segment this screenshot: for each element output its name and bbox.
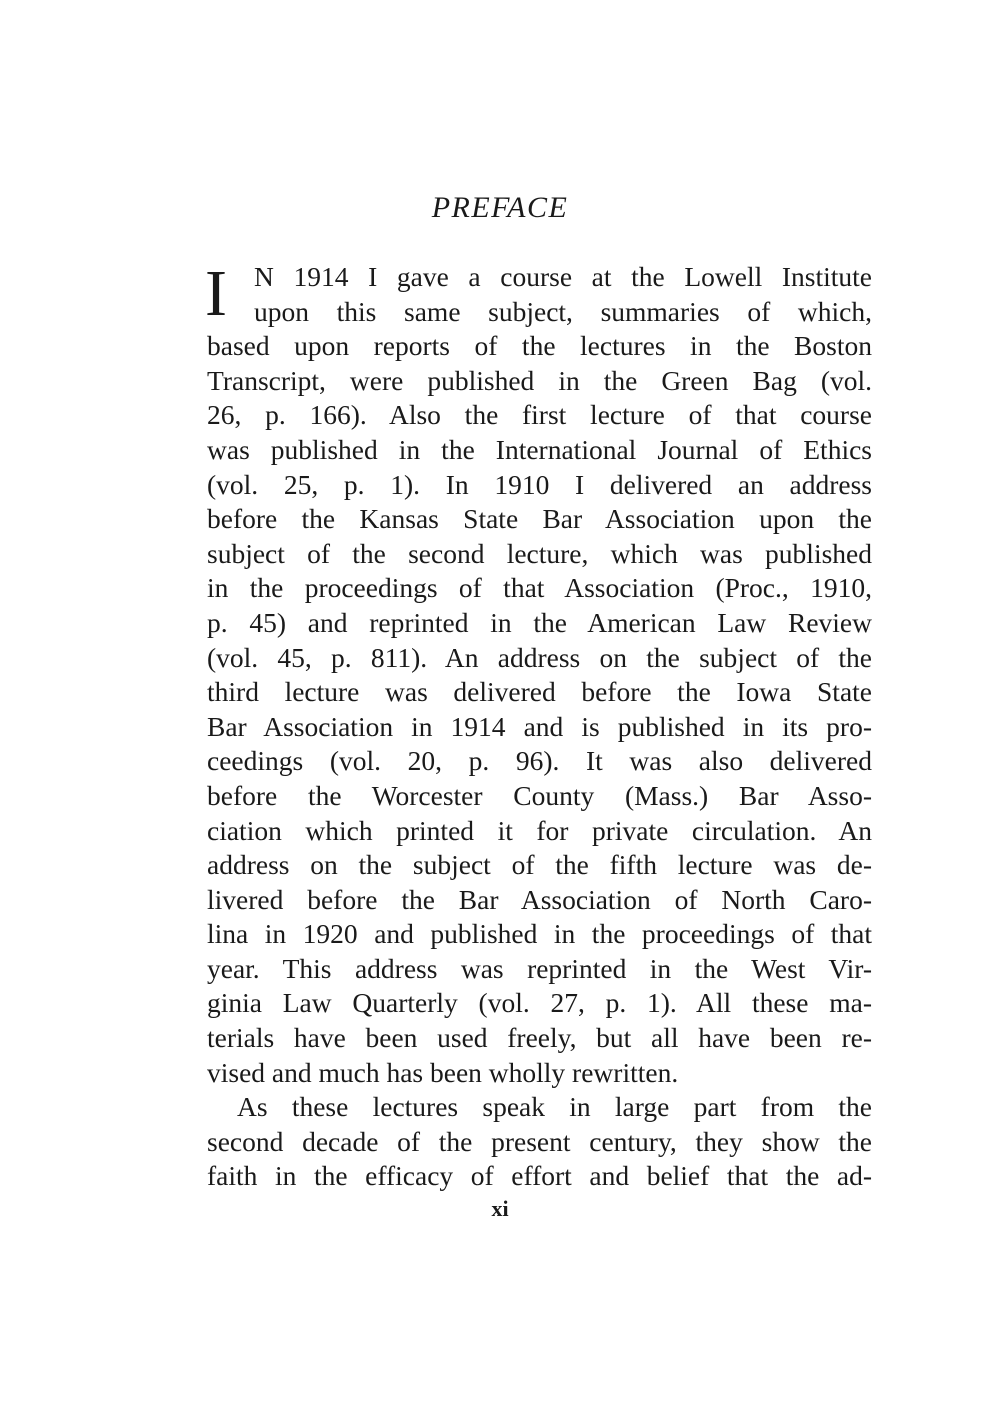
preface-body [205,257,872,1194]
text-line: lina in 1920 and published in the proceedings of that [207,918,872,950]
text-line: p. 45) and reprinted in the American Law Review [207,606,872,638]
text-line: N 1914 I gave a course at the Lowell Institute [254,261,872,292]
text-line: terials have been used freely, but all have been re- [207,1022,872,1054]
text-line: year. This address was reprinted in the West Vir- [207,952,872,984]
text-line: livered before the Bar Association of North Caro- [207,883,872,915]
text-line: (vol. 45, p. 811). An address on the subject of the [207,641,872,673]
text-line: based upon reports of the lectures in the Boston [207,330,872,362]
text-line: ceedings (vol. 20, p. 96). It was also delivered [207,745,872,777]
text-line: second decade of the present century, they show the [207,1125,872,1157]
text-line: third lecture was delivered before the Iowa State [207,676,872,708]
text-line: Transcript, were published in the Green Bag (vol. [207,364,872,396]
drop-cap: I [205,257,227,330]
text-line: vised and much has been wholly rewritten. [207,1056,679,1088]
text-line: Bar Association in 1914 and is published in its pro- [207,710,872,742]
text-line: ciation which printed it for private circulation. An [207,814,872,846]
paragraph-2 [207,1090,872,1194]
text-line: before the Worcester County (Mass.) Bar Asso- [207,779,872,811]
page-title: PREFACE [431,191,569,224]
text-line: in the proceedings of that Association (Proc., 1910, [207,572,872,604]
text-line: ginia Law Quarterly (vol. 27, p. 1). All these ma- [207,987,872,1019]
paragraph-1 [205,257,872,1090]
text-line: 26, p. 166). Also the first lecture of that course [207,399,872,431]
text-line: was published in the International Journal of Ethics [207,433,872,465]
text-line: subject of the second lecture, which was published [207,537,872,569]
text-line: upon this same subject, summaries of which, [254,295,872,327]
page-number: xi [491,1196,509,1221]
text-line: address on the subject of the fifth lecture was de- [207,849,872,881]
text-line: faith in the efficacy of effort and belief that the ad- [207,1160,872,1192]
text-line: before the Kansas State Bar Association upon the [207,503,872,535]
text-line: As these lectures speak in large part from the [237,1091,872,1123]
text-line: (vol. 25, p. 1). In 1910 I delivered an address [207,468,872,500]
